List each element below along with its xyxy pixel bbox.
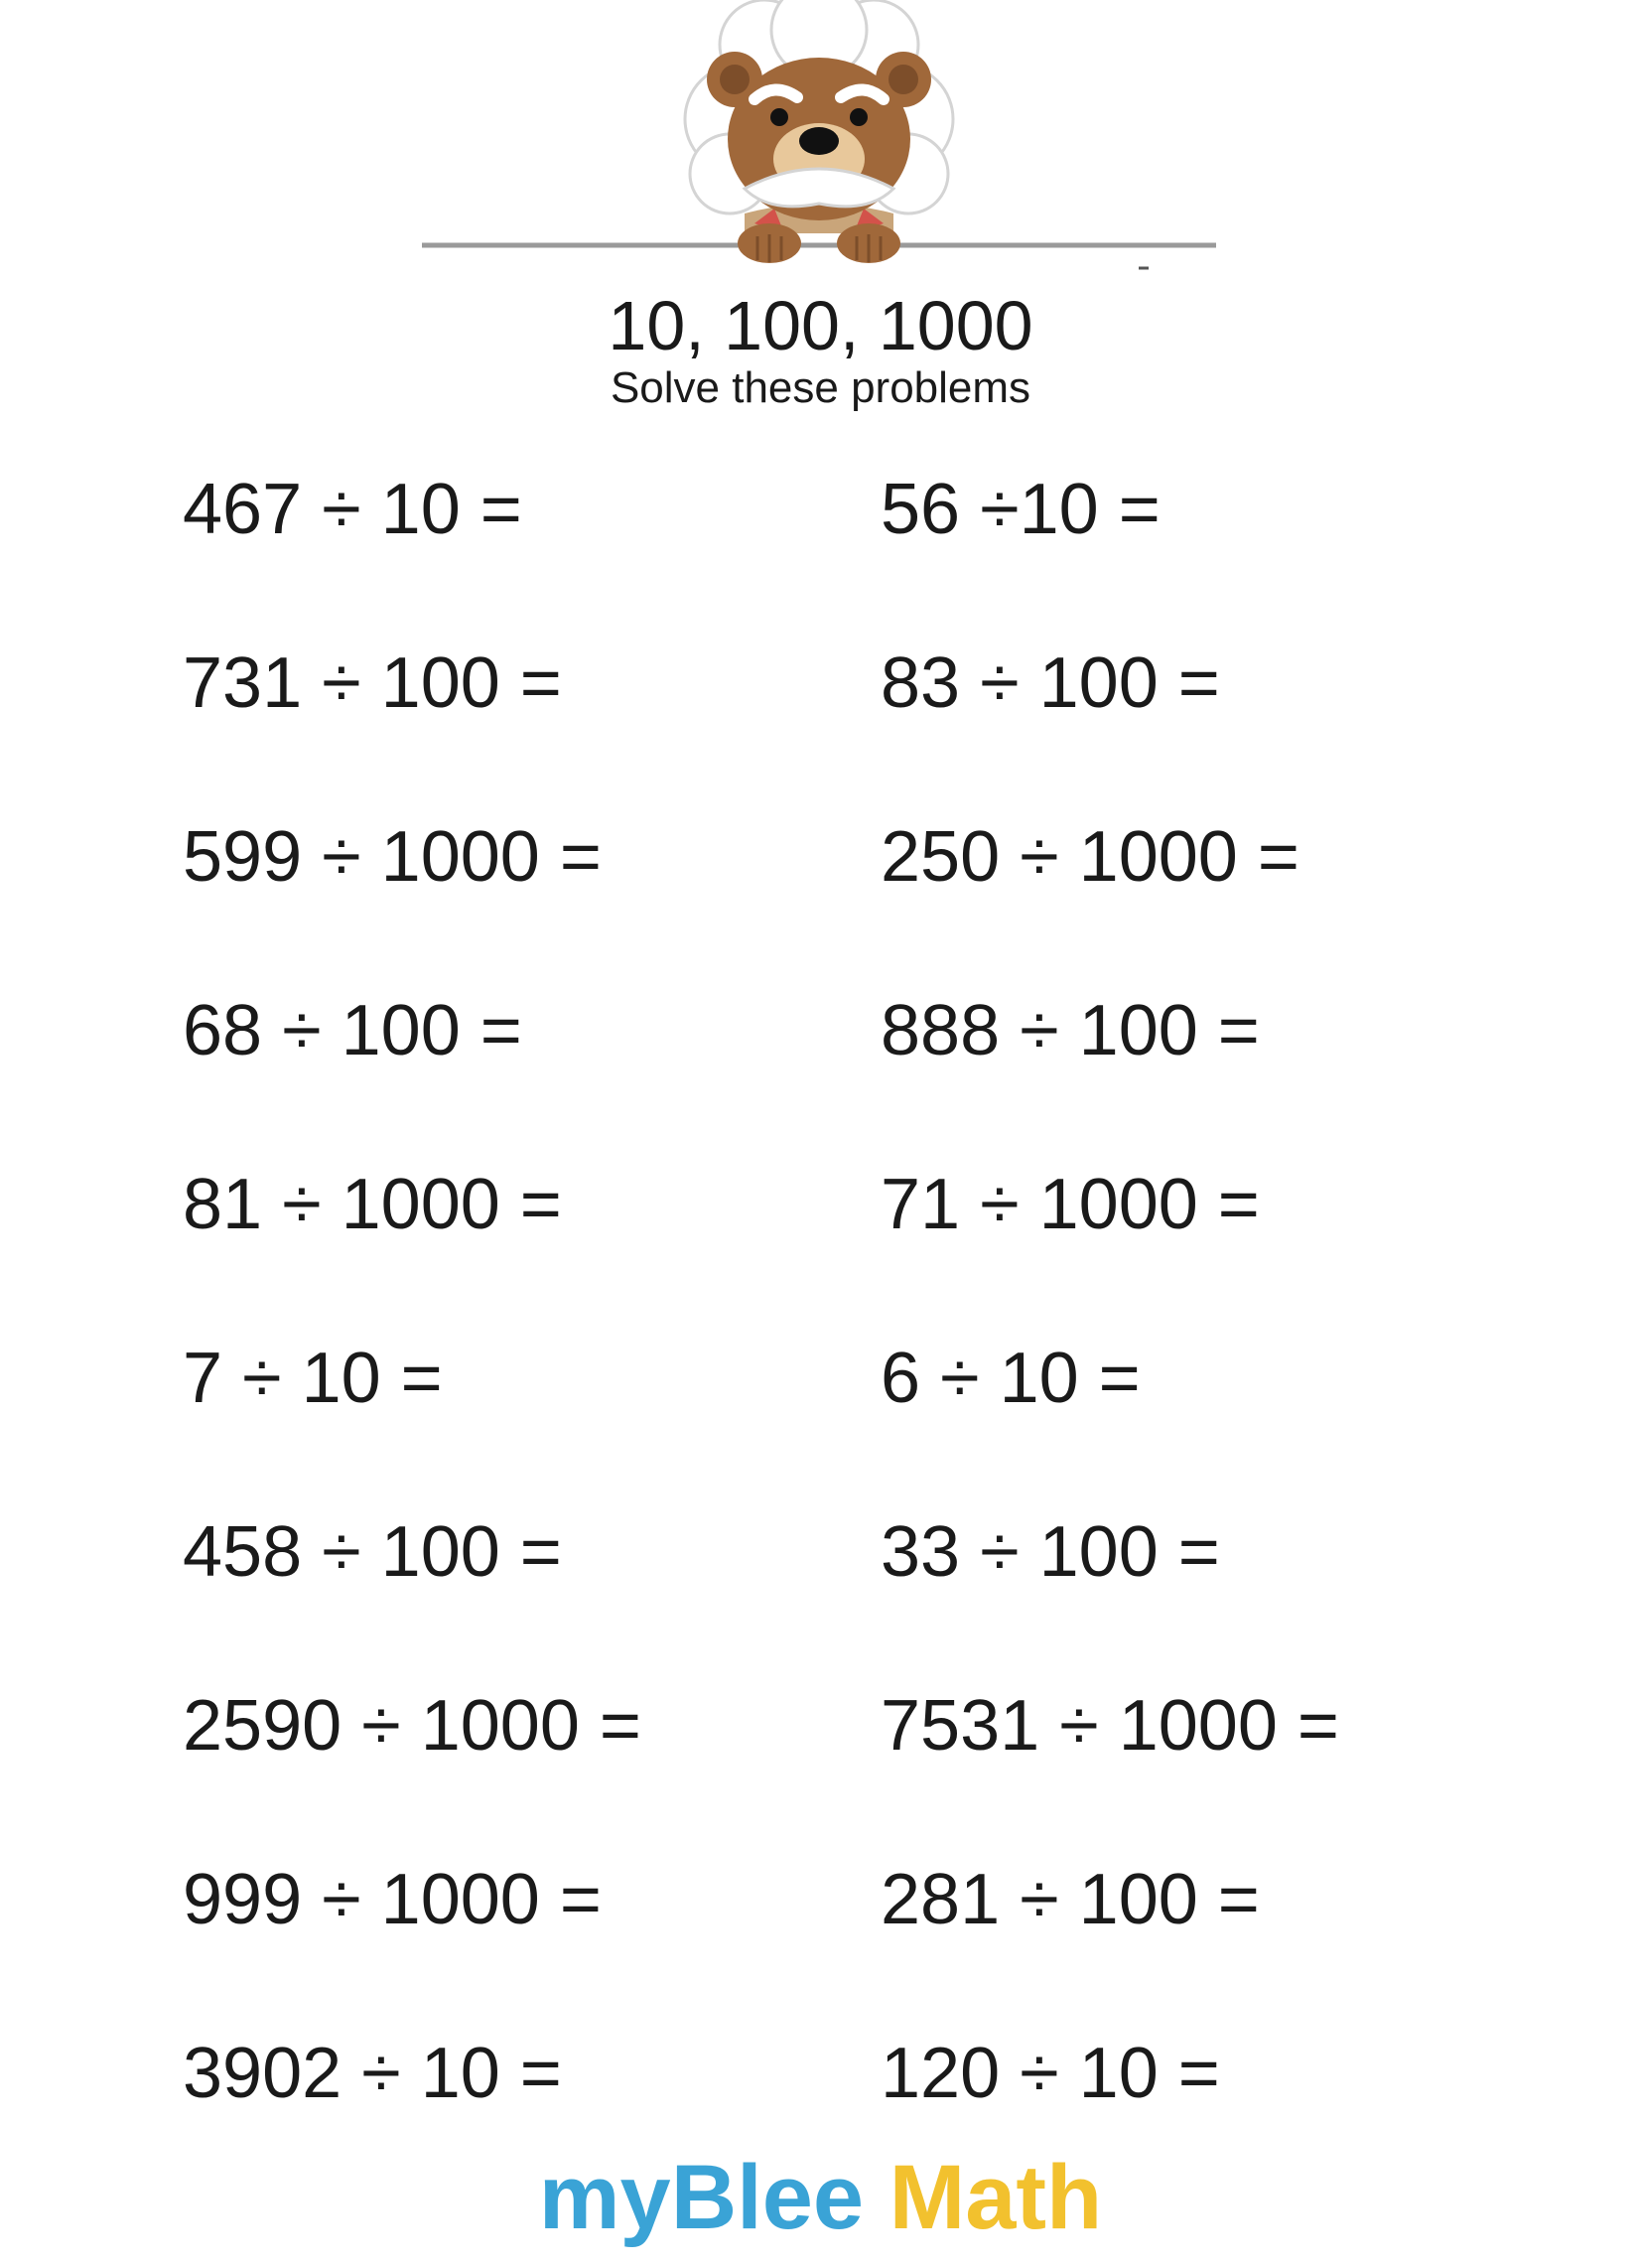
problem-item: 68 ÷ 100 =	[183, 991, 522, 1070]
brand-logo-myblee: myBlee	[538, 2147, 865, 2248]
problem-item: 250 ÷ 1000 =	[881, 817, 1299, 897]
problem-item: 33 ÷ 100 =	[881, 1512, 1220, 1592]
problem-item: 467 ÷ 10 =	[183, 470, 522, 549]
problem-item: 7 ÷ 10 =	[183, 1339, 443, 1418]
problem-item: 7531 ÷ 1000 =	[881, 1686, 1339, 1766]
problem-item: 731 ÷ 100 =	[183, 643, 562, 723]
problem-item: 83 ÷ 100 =	[881, 643, 1220, 723]
problem-item: 3902 ÷ 10 =	[183, 2034, 562, 2113]
problem-item: 120 ÷ 10 =	[881, 2034, 1220, 2113]
worksheet-subtitle: Solve these problems	[610, 363, 1031, 412]
brand-logo	[0, 2143, 1641, 2252]
bear-mascot-illustration	[402, 0, 1236, 278]
problem-item: 6 ÷ 10 =	[881, 1339, 1141, 1418]
problem-item: 458 ÷ 100 =	[183, 1512, 562, 1592]
worksheet-title: 10, 100, 1000	[608, 287, 1033, 364]
problem-item: 56 ÷10 =	[881, 470, 1161, 549]
problem-item: 599 ÷ 1000 =	[183, 817, 602, 897]
problem-item: 71 ÷ 1000 =	[881, 1165, 1260, 1244]
brand-logo-math: Math	[864, 2147, 1103, 2248]
problem-item: 888 ÷ 100 =	[881, 991, 1260, 1070]
problem-item: 2590 ÷ 1000 =	[183, 1686, 641, 1766]
problem-grid	[183, 465, 1523, 2202]
problem-item: 999 ÷ 1000 =	[183, 1860, 602, 1939]
problem-item: 81 ÷ 1000 =	[183, 1165, 562, 1244]
problem-item: 281 ÷ 100 =	[881, 1860, 1260, 1939]
